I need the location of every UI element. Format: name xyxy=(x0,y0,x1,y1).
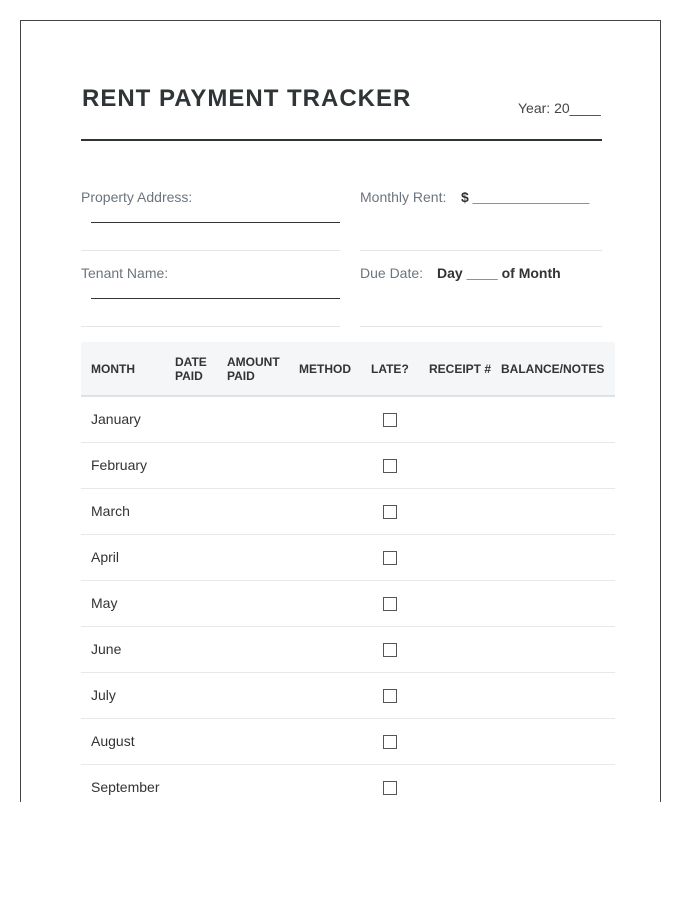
method-cell[interactable] xyxy=(289,718,361,764)
due-date-value[interactable]: Day ____ of Month xyxy=(437,265,561,281)
late-checkbox[interactable] xyxy=(383,505,397,519)
late-cell xyxy=(361,442,419,488)
table-row xyxy=(81,488,615,534)
month-cell: May xyxy=(81,580,165,626)
date-paid-cell[interactable] xyxy=(165,672,217,718)
late-cell xyxy=(361,626,419,672)
late-checkbox[interactable] xyxy=(383,735,397,749)
method-cell[interactable] xyxy=(289,442,361,488)
month-cell: July xyxy=(81,672,165,718)
late-cell xyxy=(361,764,419,802)
balance-notes-cell[interactable] xyxy=(491,534,615,580)
property-address-line[interactable] xyxy=(91,222,340,223)
table-row xyxy=(81,764,615,802)
due-date-field[interactable] xyxy=(360,265,602,327)
amount-paid-cell[interactable] xyxy=(217,672,289,718)
method-cell[interactable] xyxy=(289,534,361,580)
property-address-field[interactable] xyxy=(81,189,340,251)
table-row xyxy=(81,626,615,672)
late-cell xyxy=(361,580,419,626)
table-header-row xyxy=(81,342,615,396)
tenant-name-line[interactable] xyxy=(91,298,340,299)
date-paid-cell[interactable] xyxy=(165,626,217,672)
balance-notes-cell[interactable] xyxy=(491,442,615,488)
amount-paid-cell[interactable] xyxy=(217,764,289,802)
date-paid-cell[interactable] xyxy=(165,718,217,764)
table-row xyxy=(81,672,615,718)
col-header-balance-notes: BALANCE/NOTES xyxy=(491,342,615,396)
receipt-cell[interactable] xyxy=(419,488,491,534)
title-divider xyxy=(81,139,602,141)
balance-notes-cell[interactable] xyxy=(491,626,615,672)
late-cell xyxy=(361,396,419,442)
receipt-cell[interactable] xyxy=(419,396,491,442)
month-cell: January xyxy=(81,396,165,442)
late-checkbox[interactable] xyxy=(383,689,397,703)
month-cell: April xyxy=(81,534,165,580)
amount-paid-cell[interactable] xyxy=(217,488,289,534)
receipt-cell[interactable] xyxy=(419,626,491,672)
tenant-name-field[interactable] xyxy=(81,265,340,327)
late-checkbox[interactable] xyxy=(383,413,397,427)
table-row xyxy=(81,396,615,442)
method-cell[interactable] xyxy=(289,764,361,802)
receipt-cell[interactable] xyxy=(419,718,491,764)
amount-paid-cell[interactable] xyxy=(217,396,289,442)
balance-notes-cell[interactable] xyxy=(491,488,615,534)
method-cell[interactable] xyxy=(289,396,361,442)
monthly-rent-value[interactable]: $ _______________ xyxy=(461,189,590,205)
amount-paid-cell[interactable] xyxy=(217,626,289,672)
late-cell xyxy=(361,488,419,534)
month-cell: June xyxy=(81,626,165,672)
year-field[interactable]: Year: 20____ xyxy=(518,100,601,116)
receipt-cell[interactable] xyxy=(419,580,491,626)
date-paid-cell[interactable] xyxy=(165,488,217,534)
balance-notes-cell[interactable] xyxy=(491,580,615,626)
late-checkbox[interactable] xyxy=(383,551,397,565)
method-cell[interactable] xyxy=(289,626,361,672)
date-paid-cell[interactable] xyxy=(165,764,217,802)
table-row xyxy=(81,718,615,764)
amount-paid-cell[interactable] xyxy=(217,442,289,488)
amount-paid-cell[interactable] xyxy=(217,534,289,580)
method-cell[interactable] xyxy=(289,488,361,534)
monthly-rent-label: Monthly Rent: xyxy=(360,189,447,205)
date-paid-cell[interactable] xyxy=(165,580,217,626)
col-header-method: METHOD xyxy=(289,342,361,396)
month-cell: February xyxy=(81,442,165,488)
month-cell: September xyxy=(81,764,165,802)
method-cell[interactable] xyxy=(289,672,361,718)
amount-paid-cell[interactable] xyxy=(217,718,289,764)
page-title: RENT PAYMENT TRACKER xyxy=(82,85,412,112)
col-header-date-paid: DATE PAID xyxy=(165,342,217,396)
property-address-label: Property Address: xyxy=(81,189,193,205)
receipt-cell[interactable] xyxy=(419,672,491,718)
table-row xyxy=(81,442,615,488)
payment-table-container xyxy=(81,342,615,802)
monthly-rent-field[interactable] xyxy=(360,189,602,251)
method-cell[interactable] xyxy=(289,580,361,626)
month-cell: August xyxy=(81,718,165,764)
late-checkbox[interactable] xyxy=(383,781,397,795)
date-paid-cell[interactable] xyxy=(165,534,217,580)
month-cell: March xyxy=(81,488,165,534)
tenant-name-label: Tenant Name: xyxy=(81,265,169,281)
receipt-cell[interactable] xyxy=(419,442,491,488)
late-checkbox[interactable] xyxy=(383,597,397,611)
receipt-cell[interactable] xyxy=(419,534,491,580)
late-checkbox[interactable] xyxy=(383,459,397,473)
late-cell xyxy=(361,718,419,764)
payment-table xyxy=(81,342,615,802)
date-paid-cell[interactable] xyxy=(165,442,217,488)
late-cell xyxy=(361,534,419,580)
late-cell xyxy=(361,672,419,718)
col-header-late: LATE? xyxy=(361,342,419,396)
date-paid-cell[interactable] xyxy=(165,396,217,442)
receipt-cell[interactable] xyxy=(419,764,491,802)
col-header-amount-paid: AMOUNT PAID xyxy=(217,342,289,396)
balance-notes-cell[interactable] xyxy=(491,718,615,764)
tracker-sheet xyxy=(20,20,661,802)
balance-notes-cell[interactable] xyxy=(491,764,615,802)
amount-paid-cell[interactable] xyxy=(217,580,289,626)
balance-notes-cell[interactable] xyxy=(491,396,615,442)
col-header-receipt: RECEIPT # xyxy=(419,342,491,396)
balance-notes-cell[interactable] xyxy=(491,672,615,718)
col-header-month: MONTH xyxy=(81,342,165,396)
late-checkbox[interactable] xyxy=(383,643,397,657)
table-row xyxy=(81,580,615,626)
table-row xyxy=(81,534,615,580)
due-date-label: Due Date: xyxy=(360,265,424,281)
